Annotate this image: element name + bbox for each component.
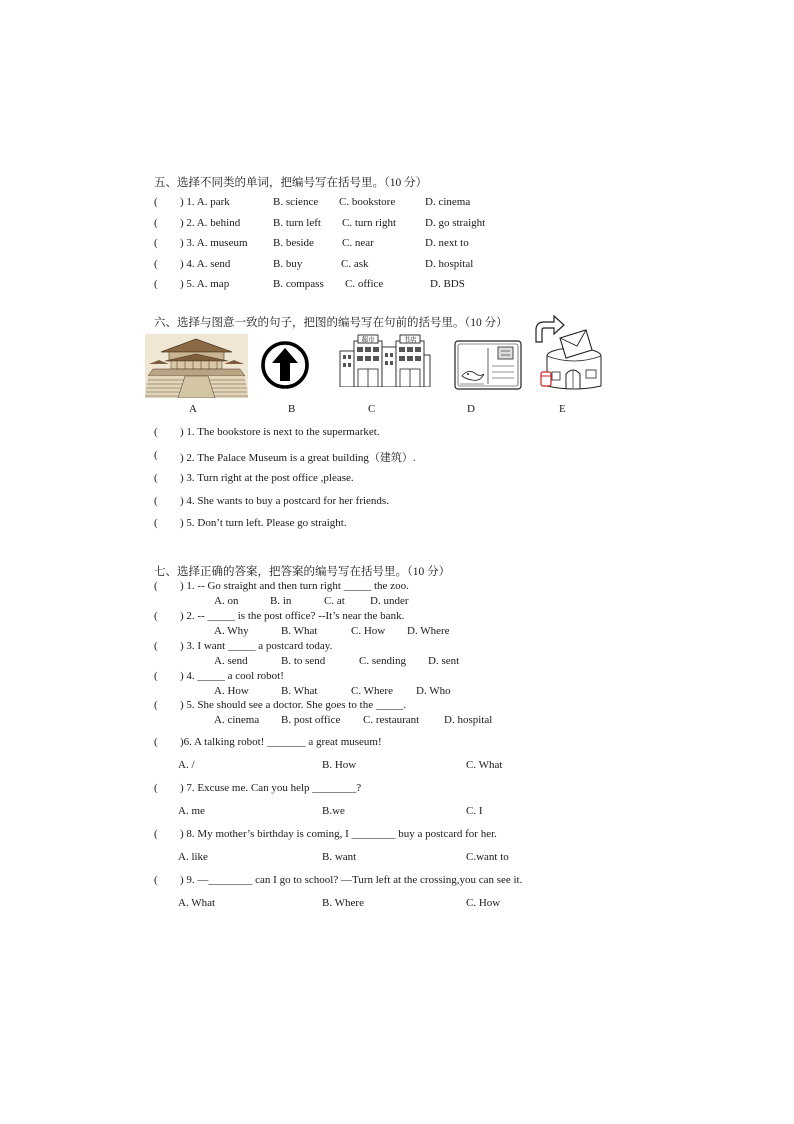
option-b: B. Where (322, 897, 364, 909)
option-c: C. I (466, 805, 483, 817)
question: ) 3. A. museum (180, 237, 248, 249)
sentence: ) 5. Don’t turn left. Please go straight. (180, 517, 347, 529)
option-c: C. Where (351, 685, 393, 697)
option-c: C. office (345, 278, 384, 290)
paren: ( (154, 237, 158, 249)
sentence: ) 4. She wants to buy a postcard for her friends. (180, 495, 389, 507)
option-c: C. near (342, 237, 374, 249)
question: ) 4. _____ a cool robot! (180, 670, 284, 682)
option-d: D. Who (416, 685, 451, 697)
option-c: C. How (466, 897, 501, 909)
option-c: C.want to (466, 851, 509, 863)
paren: ( (154, 278, 158, 290)
option-b: B. to send (281, 655, 326, 667)
paren: ( (154, 874, 158, 886)
option-a: A. How (214, 685, 249, 697)
option-c: C. turn right (342, 217, 397, 229)
option-c: C. bookstore (339, 196, 396, 208)
option-a: A. like (178, 851, 208, 863)
option-a: A. me (178, 805, 205, 817)
option-c: C. ask (341, 258, 369, 270)
paren: ( (154, 517, 158, 529)
picture-label-a: A (189, 403, 197, 415)
option-d: D. Where (407, 625, 450, 637)
sentence: ) 2. The Palace Museum is a great building（建筑）. (180, 452, 416, 464)
option-c: C. What (466, 759, 503, 771)
option-d: D. sent (428, 655, 460, 667)
option-d: D. under (370, 595, 409, 607)
question: ) 1. A. park (180, 196, 230, 208)
bookstore-sign: 书店 (403, 335, 417, 344)
question: ) 9. —________ can I go to school? —Turn left at the crossing,you can see it. (180, 874, 523, 886)
question: ) 2. -- _____ is the post office? --It’s near the bank. (180, 610, 405, 622)
postcard-picture (454, 340, 522, 390)
paren: ( (154, 610, 158, 622)
option-a: A. send (214, 655, 248, 667)
option-b: B. compass (273, 278, 324, 290)
question: ) 1. -- Go straight and then turn right _____ the zoo. (180, 580, 409, 592)
picture-label-d: D (467, 403, 475, 415)
question: )6. A talking robot! _______ a great museum! (180, 736, 382, 748)
supermarket-sign: 超市 (361, 335, 375, 344)
paren: ( (154, 495, 158, 507)
paren: ( (154, 426, 158, 438)
option-b: B. post office (281, 714, 341, 726)
question: ) 3. I want _____ a postcard today. (180, 640, 333, 652)
question: ) 7. Excuse me. Can you help ________? (180, 782, 362, 794)
question: ) 4. A. send (180, 258, 231, 270)
paren: ( (154, 782, 158, 794)
option-c: C. sending (359, 655, 407, 667)
option-c: C. at (324, 595, 345, 607)
paren: ( (154, 640, 158, 652)
paren: ( (154, 699, 158, 711)
option-b: B. turn left (273, 217, 321, 229)
option-a: A. Why (214, 625, 249, 637)
option-b: B. science (273, 196, 319, 208)
option-a: A. What (178, 897, 216, 909)
option-c: C. restaurant (363, 714, 420, 726)
option-d: D. cinema (425, 196, 471, 208)
option-d: D. BDS (430, 278, 465, 290)
sentence: ) 1. The bookstore is next to the supermarket. (180, 426, 380, 438)
question: ) 5. A. map (180, 278, 230, 290)
option-a: A. / (178, 759, 195, 771)
section5-title: 五、选择不同类的单词，把编号写在括号里。（10 分） (154, 177, 428, 189)
paren: ( (154, 196, 158, 208)
post-office-turn-right-picture (528, 312, 602, 394)
paren: ( (154, 258, 158, 270)
picture-label-b: B (288, 403, 296, 415)
palace-museum-picture (145, 334, 248, 398)
question: ) 5. She should see a doctor. She goes to the _____. (180, 699, 407, 711)
option-c: C. How (351, 625, 386, 637)
option-d: D. next to (425, 237, 469, 249)
paren: ( (154, 217, 158, 229)
section6-title: 六、选择与图意一致的句子，把图的编号写在句前的括号里。（10 分） (154, 317, 508, 329)
arrow-up-icon (261, 341, 309, 389)
paren: ( (154, 828, 158, 840)
option-d: D. hospital (425, 258, 474, 270)
option-d: D. hospital (444, 714, 493, 726)
option-a: A. cinema (214, 714, 260, 726)
option-b: B. beside (273, 237, 314, 249)
option-b: B. in (270, 595, 292, 607)
option-a: A. on (214, 595, 239, 607)
option-b: B. buy (273, 258, 303, 270)
paren: ( (154, 670, 158, 682)
option-b: B. want (322, 851, 357, 863)
picture-label-c: C (368, 403, 376, 415)
section7-title: 七、选择正确的答案，把答案的编号写在括号里。（10 分） (154, 566, 451, 578)
paren: ( (154, 736, 158, 748)
option-b: B. How (322, 759, 357, 771)
paren: ( (154, 449, 158, 461)
picture-label-e: E (559, 403, 566, 415)
option-b: B. What (281, 685, 318, 697)
supermarket-bookstore-picture (338, 333, 431, 387)
question: ) 8. My mother’s birthday is coming, I ________ buy a postcard for her. (180, 828, 497, 840)
option-b: B.we (322, 805, 345, 817)
sentence: ) 3. Turn right at the post office ,please. (180, 472, 354, 484)
paren: ( (154, 580, 158, 592)
option-d: D. go straight (425, 217, 486, 229)
paren: ( (154, 472, 158, 484)
option-b: B. What (281, 625, 318, 637)
question: ) 2. A. behind (180, 217, 241, 229)
